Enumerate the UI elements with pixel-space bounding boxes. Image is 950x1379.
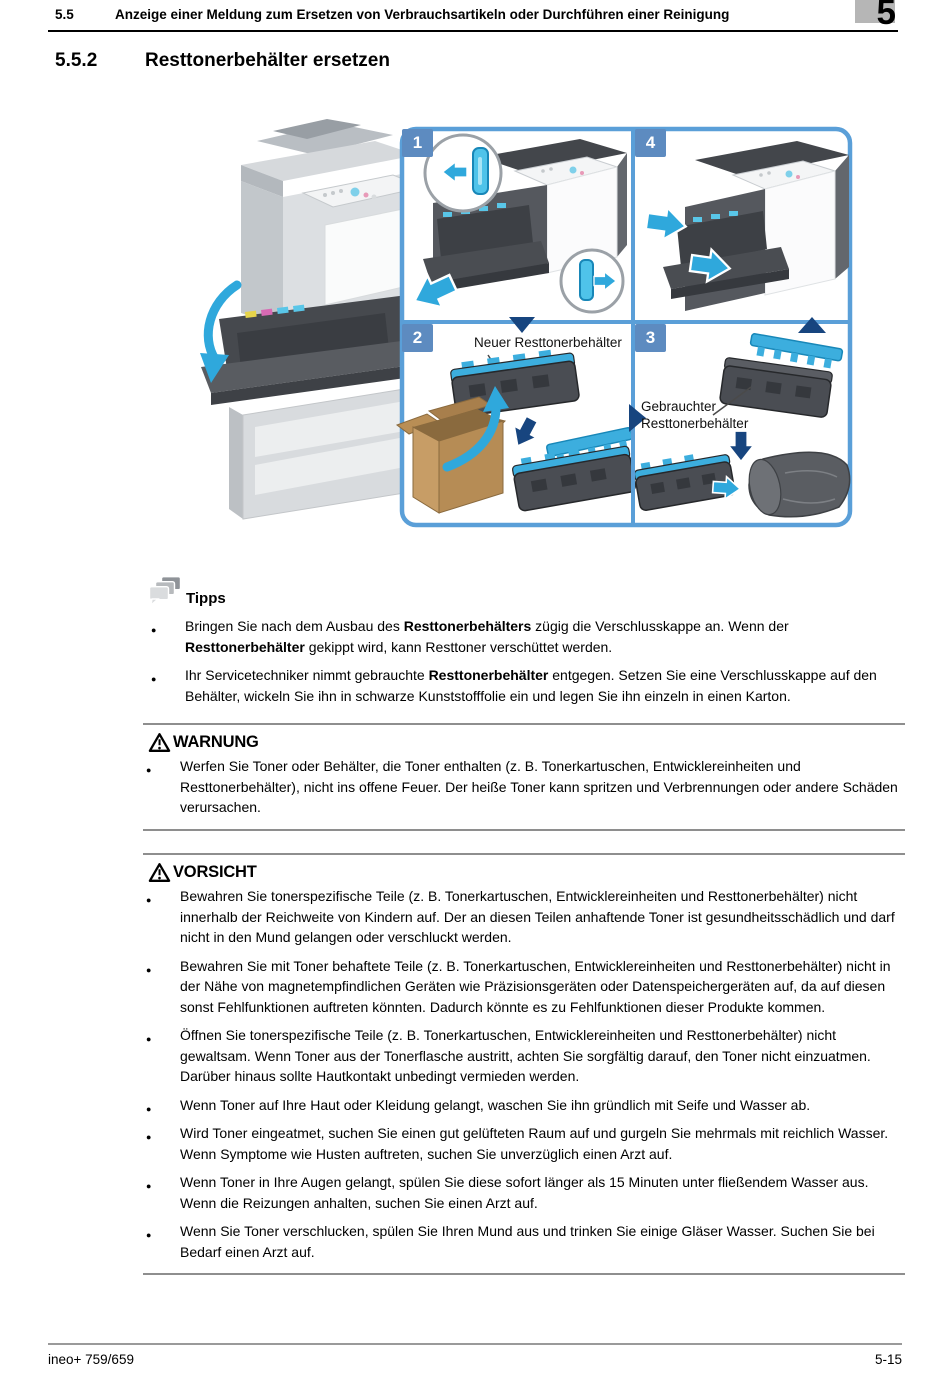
list-item — [143, 1221, 905, 1262]
list-item — [143, 1172, 905, 1213]
bullet-text: Wird Toner eingeatmet, suchen Sie einen gut gelüfteten Raum auf und gurgeln Sie mehrmals mit reichlich Wasser. Wenn Symptome wie Husten auftreten, suchen Sie unverzüglich einen Arzt auf. — [180, 1125, 889, 1162]
chapter-number: 5 — [876, 0, 896, 32]
list-item — [143, 1123, 905, 1164]
header-section-title: Anzeige einer Meldung zum Ersetzen von Verbrauchsartikeln oder Durchführen einer Reinigung — [115, 7, 730, 22]
heading-number: 5.5.2 — [55, 50, 98, 71]
header-rule — [48, 30, 898, 32]
step-badge-4: 4 — [635, 129, 666, 157]
bullet-text: Öffnen Sie tonerspezifische Teile (z. B. Tonerkartuschen, Entwicklereinheiten und Resttonerbehälter) nicht gewaltsam. Wenn Toner aus der Tonerflasche austritt, achten Sie sorgfältig darauf, den Toner nicht einzuatmen. Darüber hinaus sollte Hautkontakt unbedingt vermieden werden. — [180, 1027, 871, 1084]
main-printer-illustration — [200, 119, 427, 519]
figure — [185, 115, 860, 535]
step-badge-3: 3 — [635, 324, 666, 352]
lock-lever — [580, 260, 593, 300]
tips-title: Tipps — [186, 590, 226, 607]
bullet-text: Wenn Toner auf Ihre Haut oder Kleidung gelangt, waschen Sie ihn gründlich mit Seife und Wasser ab. — [180, 1096, 811, 1113]
step-badge-1: 1 — [402, 129, 433, 157]
caution-heading — [143, 862, 905, 883]
bullet-text: Bewahren Sie tonerspezifische Teile (z. B. Tonerkartuschen, Entwicklereinheiten und Resttonerbehälter) nicht innerhalb der Reichweite von Kindern auf. Der an diesen Teilen anhaftende Toner ist gesundheitsschädlich und darf nicht in den Mund gelangen oder verschluckt werden. — [180, 888, 895, 945]
figure-illustration — [185, 115, 860, 535]
list-item — [148, 616, 906, 657]
bullet-text: Ihr Servicetechniker nimmt gebrauchte Resttonerbehälter entgegen. Setzen Sie eine Verschlusskappe auf den Behälter, wickeln Sie ihn in schwarze Kunststofffolie ein und legen Sie ihn einzeln in einen Karton. — [185, 667, 877, 704]
tips-section — [148, 576, 906, 706]
bullet-text: Werfen Sie Toner oder Behälter, die Toner enthalten (z. B. Tonerkartuschen, Entwicklereinheiten und Resttonerbehälter), nicht ins offene Feuer. Der heiße Toner kann spritzen und Verbrennungen oder andere Schäden verursachen. — [180, 758, 898, 815]
warning-icon — [148, 732, 171, 753]
caution-icon — [148, 862, 171, 883]
list-item — [143, 886, 905, 948]
tips-icon — [148, 576, 182, 607]
label-used-container: Gebrauchter Resttonerbehälter — [641, 399, 749, 431]
bullet-text: Wenn Sie Toner verschlucken, spülen Sie Ihren Mund aus und trinken Sie einige Gläser Wasser. Suchen Sie bei Bedarf einen Arzt auf. — [180, 1223, 875, 1260]
footer-model: ineo+ 759/659 — [48, 1352, 134, 1367]
list-item — [148, 665, 906, 706]
tips-heading — [148, 576, 906, 607]
bullet-text: Bringen Sie nach dem Ausbau des Resttonerbehälters zügig die Verschlusskappe an. Wenn der Resttonerbehälter gekippt wird, kann Resttoner verschüttet werden. — [185, 618, 789, 655]
list-item — [143, 1025, 905, 1087]
header-section-number: 5.5 — [55, 7, 74, 22]
step-badge-2: 2 — [402, 324, 433, 352]
disposal-bag — [745, 452, 850, 517]
page-title: Resttonerbehälter ersetzen — [145, 50, 390, 71]
bullet-text: Bewahren Sie mit Toner behaftete Teile (z. B. Tonerkartuschen, Entwicklereinheiten und Resttonerbehälter) nicht in der Nähe von magnetempfindlichen Geräten wie Präzisionsgeräten oder Datenspeichergeräten auf, da auf diesen sonst Fehlfunktionen auftreten könnten. Dadurch könnte es zu Fehlfunktionen dieser Produkte kommen. — [180, 957, 891, 1015]
caution-section — [143, 853, 905, 1275]
footer-page-number: 5-15 — [874, 1352, 902, 1367]
page-footer — [48, 1343, 902, 1367]
list-item — [143, 1095, 905, 1116]
warning-heading — [143, 732, 905, 753]
list-item — [143, 956, 905, 1018]
list-item — [143, 756, 905, 818]
bullet-text: Wenn Toner in Ihre Augen gelangt, spülen Sie diese sofort länger als 15 Minuten unter fließendem Wasser aus. Wenn die Reizungen anhalten, suchen Sie einen Arzt auf. — [180, 1174, 869, 1211]
warning-title: WARNUNG — [173, 733, 259, 751]
caution-title: VORSICHT — [173, 863, 257, 881]
label-new-container: Neuer Resttonerbehälter — [474, 335, 622, 350]
warning-section — [143, 723, 905, 831]
